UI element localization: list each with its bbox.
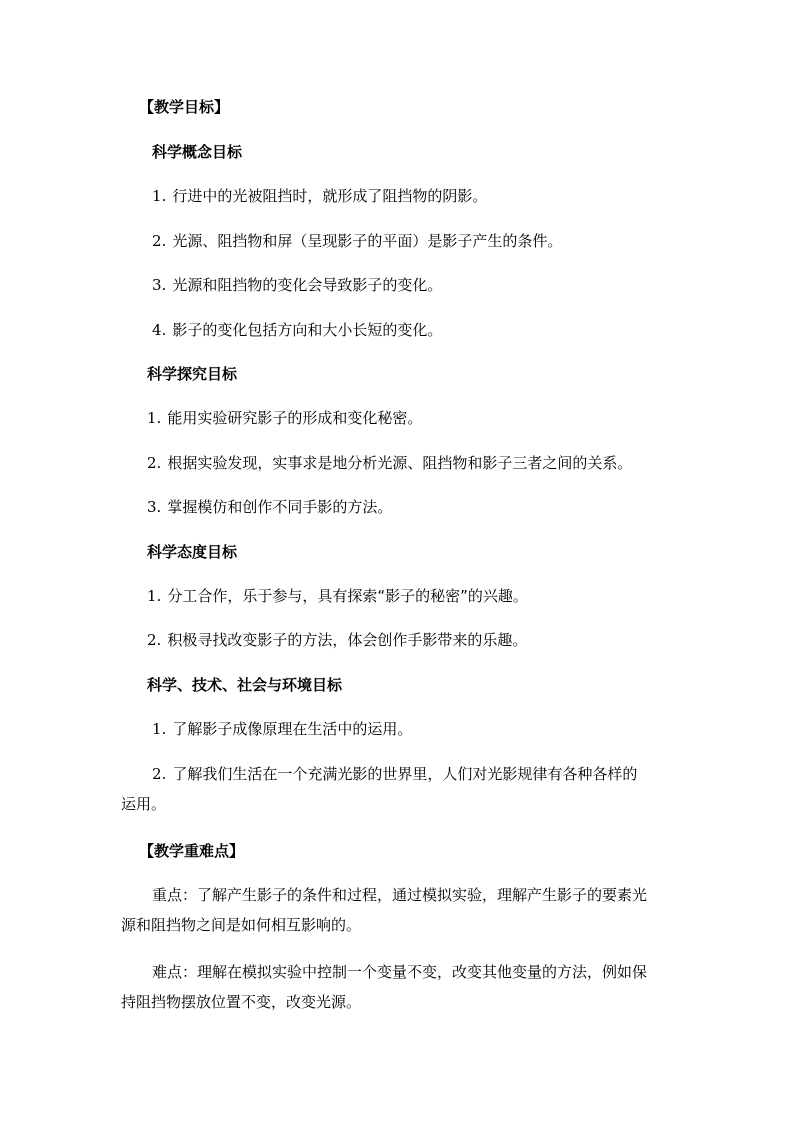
attitude-goals-title: 科学态度目标	[147, 543, 238, 561]
item-text: 了解我们生活在一个充满光影的世界里，人们对光影规律有各种各样的	[172, 765, 638, 783]
item-number: 2.	[152, 232, 167, 250]
attitude-item-2	[147, 630, 527, 650]
concept-item-4	[152, 320, 442, 340]
concept-goals-title: 科学概念目标	[152, 143, 243, 161]
concept-item-1	[152, 186, 487, 206]
teaching-goals-heading: 【教学目标】	[139, 98, 230, 116]
item-number: 2.	[152, 765, 167, 783]
attitude-item-1	[147, 586, 528, 606]
item-number: 2.	[147, 454, 162, 472]
inquiry-goals-title: 科学探究目标	[147, 365, 238, 383]
item-text: 光源、阻挡物和屏（呈现影子的平面）是影子产生的条件。	[172, 232, 563, 250]
item-text: 能用实验研究影子的形成和变化秘密。	[167, 409, 423, 427]
key-difficult-points-heading: 【教学重难点】	[139, 842, 245, 860]
difficult-point-line-2: 持阻挡物摆放位置不变，改变光源。	[121, 993, 362, 1011]
item-text: 积极寻找改变影子的方法，体会创作手影带来的乐趣。	[167, 631, 528, 649]
key-point-line-1: 重点：了解产生影子的条件和过程，通过模拟实验，理解产生影子的要素光	[152, 886, 648, 904]
item-text: 掌握模仿和创作不同手影的方法。	[167, 498, 393, 516]
concept-item-2	[152, 231, 562, 251]
item-text: 光源和阻挡物的变化会导致影子的变化。	[172, 276, 443, 294]
item-number: 1.	[147, 587, 162, 605]
concept-item-3	[152, 275, 442, 295]
inquiry-item-1	[147, 408, 422, 428]
item-number: 4.	[152, 321, 167, 339]
item-text: 了解影子成像原理在生活中的运用。	[172, 720, 413, 738]
item-number: 3.	[147, 498, 162, 516]
item-text: 行进中的光被阻挡时，就形成了阻挡物的阴影。	[172, 187, 488, 205]
sts-goals-title: 科学、技术、社会与环境目标	[147, 676, 343, 694]
sts-item-2	[152, 764, 637, 784]
item-number: 3.	[152, 276, 167, 294]
inquiry-item-2	[147, 453, 632, 473]
sts-item-1	[152, 719, 412, 739]
key-point-line-2: 源和阻挡物之间是如何相互影响的。	[121, 916, 362, 934]
item-number: 1.	[152, 720, 167, 738]
item-number: 2.	[147, 631, 162, 649]
difficult-point-line-1: 难点：理解在模拟实验中控制一个变量不变，改变其他变量的方法，例如保	[152, 963, 648, 981]
item-text: 根据实验发现，实事求是地分析光源、阻挡物和影子三者之间的关系。	[167, 454, 633, 472]
sts-item-2-continuation: 运用。	[121, 795, 167, 813]
item-text: 分工合作，乐于参与，具有探索“影子的秘密”的兴趣。	[167, 587, 528, 605]
item-number: 1.	[147, 409, 162, 427]
inquiry-item-3	[147, 497, 392, 517]
item-text: 影子的变化包括方向和大小长短的变化。	[172, 321, 443, 339]
item-number: 1.	[152, 187, 167, 205]
